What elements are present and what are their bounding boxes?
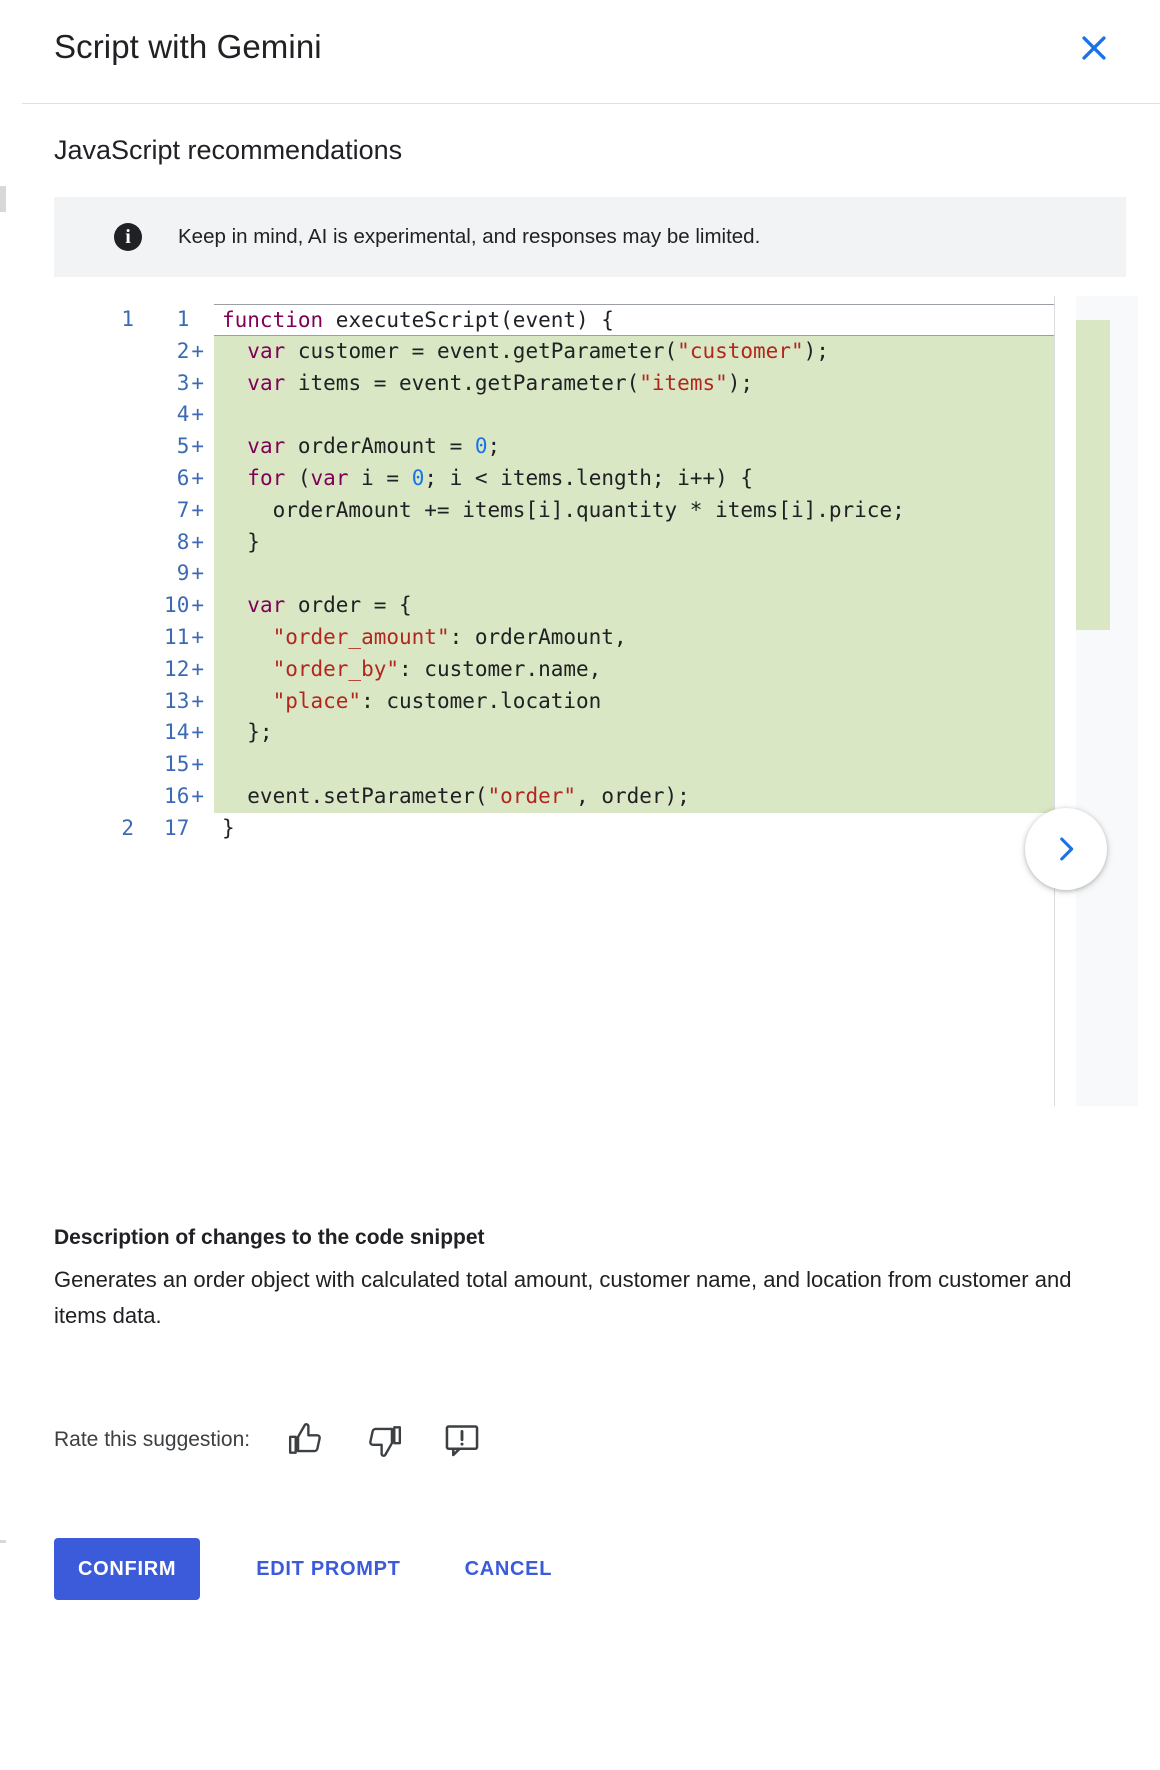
diff-new-line-number: 16+ xyxy=(164,783,204,808)
diff-old-line-number xyxy=(94,368,134,400)
diff-new-line-number: 6+ xyxy=(176,465,204,490)
report-feedback-icon[interactable] xyxy=(440,1418,484,1462)
rating-row xyxy=(54,1418,484,1462)
cancel-button[interactable]: CANCEL xyxy=(443,1538,575,1600)
thumb-up-icon[interactable] xyxy=(284,1418,328,1462)
diff-old-line-number xyxy=(94,495,134,527)
thumb-down-icon[interactable] xyxy=(362,1418,406,1462)
diff-new-line-number: 11+ xyxy=(164,624,204,649)
code-line[interactable]: var orderAmount = 0; xyxy=(214,431,1054,463)
code-line[interactable]: } xyxy=(214,527,1054,559)
code-line[interactable] xyxy=(214,399,1054,431)
diff-old-line-number xyxy=(94,558,134,590)
description-body: Generates an order object with calculated total amount, customer name, and location from customer and items data. xyxy=(54,1267,1072,1328)
diff-old-line-number: 1 xyxy=(121,307,134,331)
page-edge-artifact xyxy=(0,186,6,212)
script-with-gemini-dialog xyxy=(22,0,1160,1770)
diff-old-line-number xyxy=(94,781,134,813)
diff-old-line-number xyxy=(94,749,134,781)
diff-old-line-number xyxy=(94,717,134,749)
close-icon[interactable] xyxy=(1074,28,1114,68)
code-line[interactable]: var order = { xyxy=(214,590,1054,622)
diff-new-line-number: 1 xyxy=(176,307,190,331)
next-suggestion-button[interactable] xyxy=(1025,808,1107,890)
code-line[interactable]: orderAmount += items[i].quantity * items[i].price; xyxy=(214,495,1054,527)
code-line[interactable] xyxy=(214,558,1054,590)
info-icon: i xyxy=(114,223,142,251)
diff-new-line-number: 4+ xyxy=(176,402,204,427)
diff-old-line-number xyxy=(94,399,134,431)
diff-new-line-number: 9+ xyxy=(176,561,204,586)
rating-label: Rate this suggestion: xyxy=(54,1428,251,1451)
diff-new-line-number: 5+ xyxy=(176,434,204,459)
code-line[interactable]: for (var i = 0; i < items.length; i++) { xyxy=(214,463,1054,495)
code-minimap[interactable] xyxy=(1076,296,1138,1106)
code-line[interactable]: var customer = event.getParameter("customer"); xyxy=(214,336,1054,368)
page-title: Script with Gemini xyxy=(54,28,322,65)
diff-new-line-number: 12+ xyxy=(164,656,204,681)
code-line[interactable]: function executeScript(event) { xyxy=(214,304,1054,336)
diff-gutter-old xyxy=(94,304,134,845)
code-line[interactable]: "place": customer.location xyxy=(214,686,1054,718)
diff-new-line-number: 3+ xyxy=(176,370,204,395)
code-line[interactable]: }; xyxy=(214,717,1054,749)
code-line[interactable]: } xyxy=(222,815,235,840)
diff-old-line-number xyxy=(94,654,134,686)
code-diff-viewer[interactable] xyxy=(54,296,1126,1106)
section-title: JavaScript recommendations xyxy=(54,135,403,165)
code-line[interactable]: var items = event.getParameter("items"); xyxy=(214,368,1054,400)
diff-new-line-number: 13+ xyxy=(164,688,204,713)
diff-new-line-number: 17 xyxy=(164,815,190,840)
diff-old-line-number xyxy=(94,686,134,718)
code-line[interactable] xyxy=(214,749,1054,781)
diff-new-line-number: 2+ xyxy=(176,338,204,363)
diff-new-line-number: 10+ xyxy=(164,593,204,618)
diff-old-line-number xyxy=(94,590,134,622)
diff-new-line-number: 7+ xyxy=(176,497,204,522)
code-line[interactable]: "order_by": customer.name, xyxy=(214,654,1054,686)
ai-disclaimer-banner xyxy=(54,197,1126,277)
code-line[interactable]: "order_amount": orderAmount, xyxy=(214,622,1054,654)
diff-old-line-number xyxy=(94,527,134,559)
code-divider xyxy=(1054,296,1055,1106)
diff-new-line-number: 15+ xyxy=(164,752,204,777)
diff-old-line-number xyxy=(94,463,134,495)
diff-old-line-number xyxy=(94,622,134,654)
diff-new-line-number: 8+ xyxy=(176,529,204,554)
page-edge-artifact xyxy=(0,1540,6,1543)
confirm-button[interactable]: CONFIRM xyxy=(54,1538,200,1600)
code-line[interactable]: event.setParameter("order", order); xyxy=(214,781,1054,813)
minimap-added-region xyxy=(1076,320,1110,630)
description-title: Description of changes to the code snippet xyxy=(54,1226,485,1249)
ai-disclaimer-text: Keep in mind, AI is experimental, and responses may be limited. xyxy=(178,225,761,248)
diff-gutter-new xyxy=(158,304,204,845)
dialog-footer xyxy=(54,1538,574,1600)
edit-prompt-button[interactable]: EDIT PROMPT xyxy=(234,1538,422,1600)
diff-new-line-number: 14+ xyxy=(164,720,204,745)
diff-old-line-number: 2 xyxy=(121,815,134,840)
dialog-header xyxy=(22,0,1160,104)
code-lines[interactable] xyxy=(214,304,1054,845)
diff-old-line-number xyxy=(94,431,134,463)
diff-old-line-number xyxy=(94,336,134,368)
